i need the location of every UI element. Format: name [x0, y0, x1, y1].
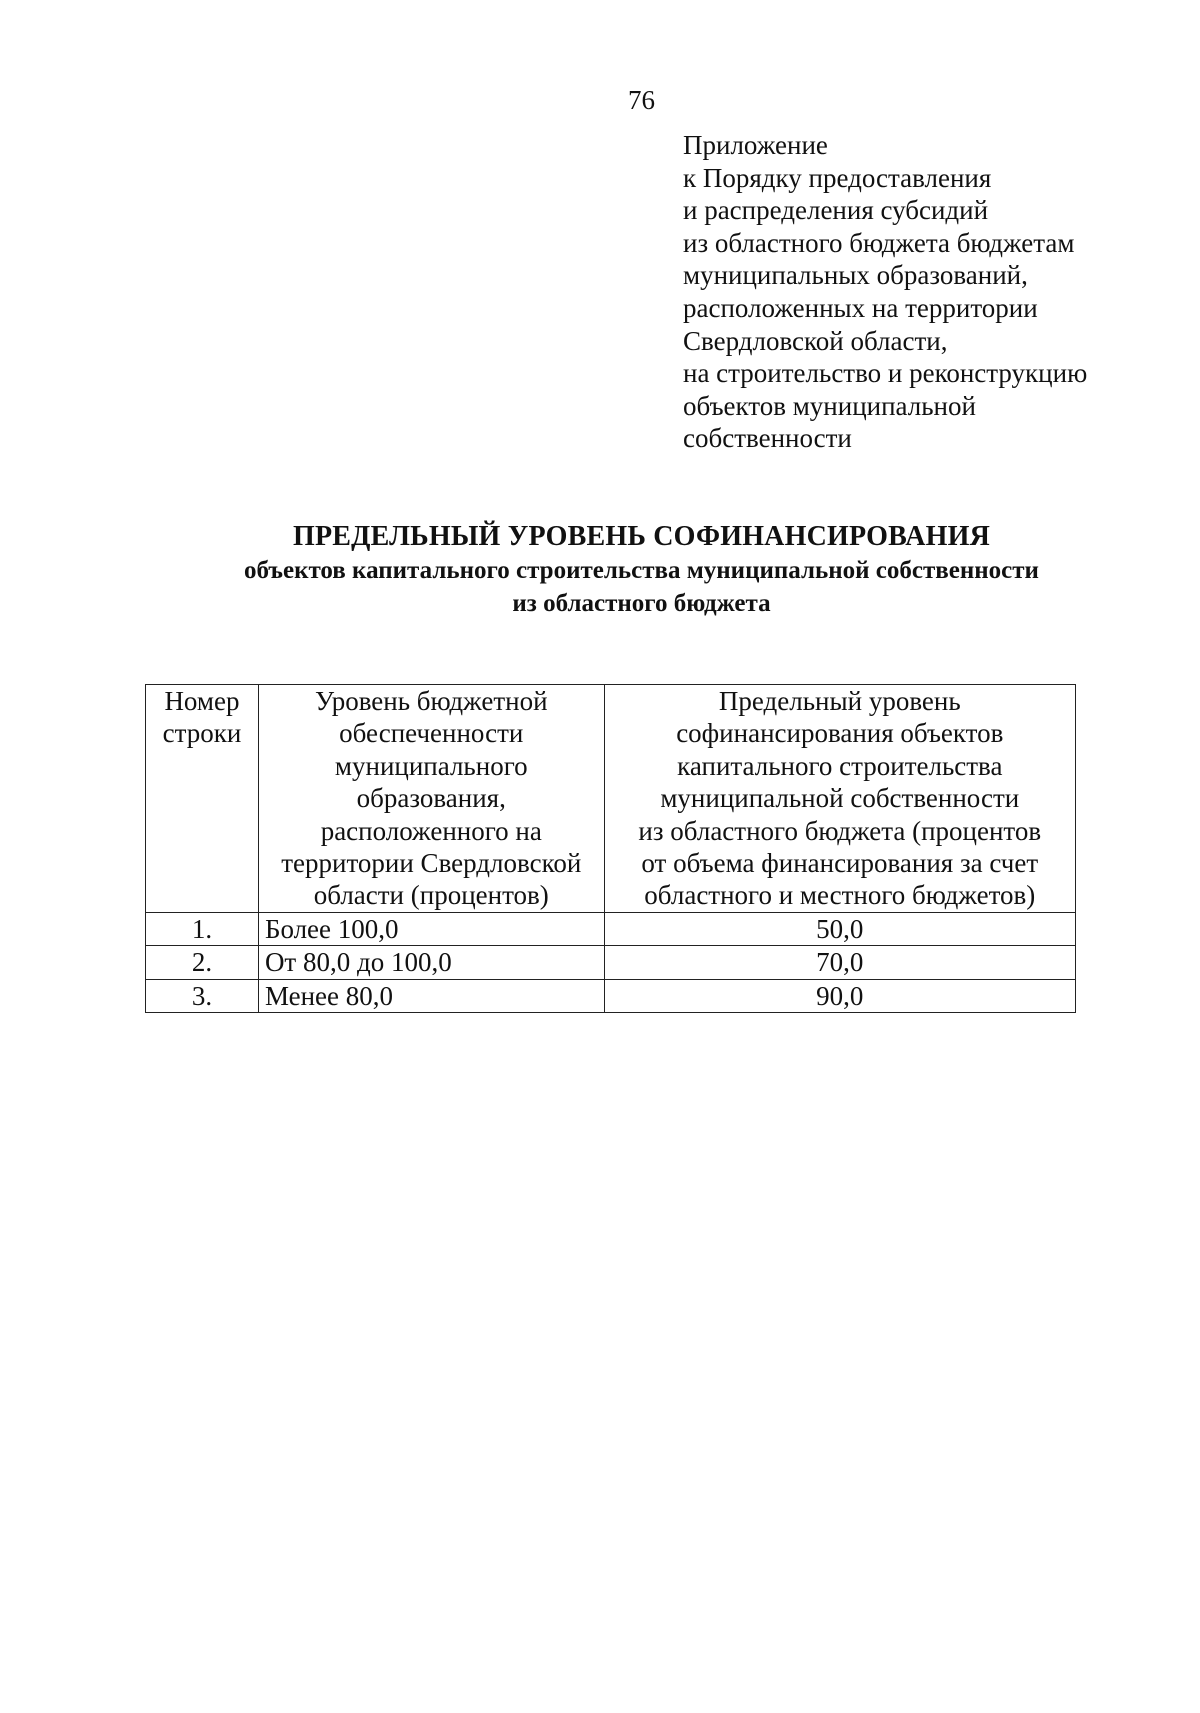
header-budget-level [258, 685, 604, 913]
header-line: Уровень бюджетной [314, 686, 548, 716]
header-line: расположенного на [320, 815, 542, 846]
appendix-line: к Порядку предоставления [683, 162, 992, 193]
row-number-cell: 3. [146, 979, 259, 1012]
header-line: области (процентов) [313, 880, 549, 911]
appendix-line: объектов муниципальной [683, 390, 976, 421]
title-subtitle-line-1: объектов капитального строительства муниципальной собственности [244, 557, 1039, 584]
budget-level-cell: Менее 80,0 [258, 979, 604, 1012]
row-number-cell: 2. [146, 946, 259, 979]
appendix-line: и распределения субсидий [683, 195, 989, 226]
row-number-cell: 1. [146, 912, 259, 945]
table-row [146, 979, 1076, 1012]
page-number: 76 [628, 85, 655, 115]
header-line: муниципального [334, 750, 528, 781]
header-line: из областного бюджета (процентов [638, 815, 1042, 846]
appendix-line: собственности [683, 423, 852, 454]
cofinancing-table [145, 684, 1076, 1013]
title-subtitle-line-2: из областного бюджета [512, 590, 771, 617]
header-line: Номер [164, 686, 240, 716]
appendix-line: Свердловской области, [683, 325, 948, 356]
header-line: муниципальной собственности [660, 783, 1020, 814]
header-line: строки [162, 718, 242, 749]
budget-level-cell: От 80,0 до 100,0 [258, 946, 604, 979]
header-line: обеспеченности [339, 718, 524, 749]
appendix-heading [683, 129, 1087, 455]
appendix-line: расположенных на территории [683, 292, 1038, 323]
header-row-number [146, 685, 259, 913]
appendix-line: на строительство и реконструкцию [683, 358, 1088, 389]
appendix-line: из областного бюджета бюджетам [683, 227, 1075, 258]
cofinancing-value-cell: 50,0 [604, 912, 1075, 945]
table-row [146, 912, 1076, 945]
header-cofinancing-limit [604, 685, 1075, 913]
cofinancing-value-cell: 90,0 [604, 979, 1075, 1012]
header-line: образования, [356, 783, 506, 814]
header-line: от объема финансирования за счет [641, 848, 1039, 879]
appendix-line: муниципальных образований, [683, 260, 1028, 291]
appendix-line: Приложение [683, 130, 828, 160]
title-main: ПРЕДЕЛЬНЫЙ УРОВЕНЬ СОФИНАНСИРОВАНИЯ [292, 521, 991, 552]
cofinancing-value-cell: 70,0 [604, 946, 1075, 979]
header-line: территории Свердловской [281, 848, 582, 879]
table-row [146, 946, 1076, 979]
budget-level-cell: Более 100,0 [258, 912, 604, 945]
header-line: софинансирования объектов [676, 718, 1004, 749]
header-line: областного и местного бюджетов) [644, 880, 1036, 911]
table-header-row [146, 685, 1076, 913]
document-title [0, 520, 1200, 620]
header-line: капитального строительства [677, 750, 1003, 781]
header-line: Предельный уровень [718, 686, 961, 716]
